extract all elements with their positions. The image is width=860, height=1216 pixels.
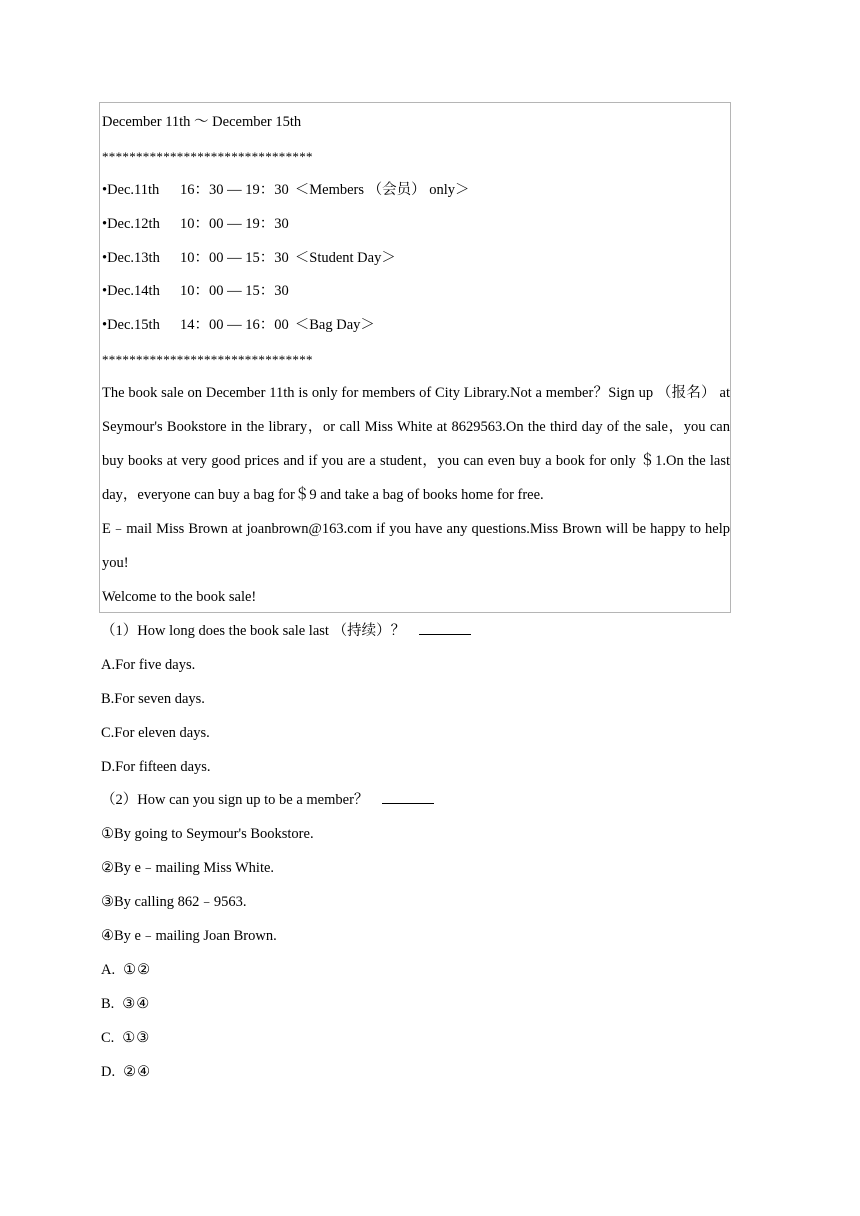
schedule-row xyxy=(102,208,730,242)
question-2-statement-1: ①By going to Seymour's Bookstore. xyxy=(101,826,314,843)
question-2-statement-4: ④By e﹣mailing Joan Brown. xyxy=(101,928,277,945)
option-letter: C. xyxy=(101,1029,115,1046)
question-2-statement-2: ②By e﹣mailing Miss White. xyxy=(101,860,275,877)
question-stem-text: （1）How long does the book sale last （持续）？ xyxy=(101,623,406,639)
schedule-date: •Dec.15th xyxy=(102,317,160,334)
option-letter: D. xyxy=(101,1063,116,1080)
schedule-note: ＜Bag Day＞ xyxy=(294,317,375,334)
schedule-date: •Dec.12th xyxy=(102,215,160,232)
answer-blank[interactable] xyxy=(382,789,434,804)
reading-passage-box xyxy=(99,102,731,613)
schedule-time: 10：00 — 19：30 xyxy=(180,215,289,232)
schedule-row xyxy=(102,309,730,343)
question-2-statement-3: ③By calling 862﹣9563. xyxy=(101,894,247,911)
schedule-date: •Dec.13th xyxy=(102,249,160,266)
question-1-option-b: B.For seven days. xyxy=(101,690,205,707)
passage-paragraph-contact: E﹣mail Miss Brown at joanbrown@163.com if you have any questions.Miss Brown will be happy to help you! xyxy=(102,520,730,571)
schedule-row xyxy=(102,174,730,208)
question-2-option-a xyxy=(101,954,741,988)
schedule-date: •Dec.11th xyxy=(102,181,160,198)
question-2-option-d xyxy=(101,1056,741,1090)
schedule-time: 14：00 — 16：00 xyxy=(180,317,289,334)
stars-divider-bottom: ******************************* xyxy=(102,352,313,368)
schedule-row xyxy=(102,242,730,276)
schedule-time: 16：30 — 19：30 xyxy=(180,181,289,198)
question-2-stem xyxy=(101,784,741,818)
option-value: ①② xyxy=(123,961,152,978)
question-stem-text: （2）How can you sign up to be a member？ xyxy=(101,792,369,809)
option-value: ②④ xyxy=(123,1063,152,1080)
stars-divider-top: ******************************* xyxy=(102,148,313,164)
schedule-row xyxy=(102,275,730,309)
question-1-option-c: C.For eleven days. xyxy=(101,724,210,741)
schedule-time: 10：00 — 15：30 xyxy=(180,249,289,266)
schedule-note: ＜Members （会员） only＞ xyxy=(294,181,470,198)
passage-paragraph-info: The book sale on December 11th is only for members of City Library.Not a member？Sign up （报名） at Seymour's Bookstore in the library，or call Miss White at 8629563.On the third day of the sale，you can buy books at very good prices and if you are a student，you can even buy a book for only ＄1.On the last day，everyone can buy a bag for＄9 and take a bag of books home for free. xyxy=(102,385,730,503)
question-1-stem xyxy=(101,615,741,649)
question-1-option-a: A.For five days. xyxy=(101,656,196,673)
schedule-time: 10：00 — 15：30 xyxy=(180,283,289,300)
date-range: December 11th ～ December 15th xyxy=(102,114,302,130)
schedule-note: ＜Student Day＞ xyxy=(294,249,396,266)
option-value: ①③ xyxy=(122,1029,151,1046)
question-2-option-b xyxy=(101,988,741,1022)
question-1-option-d: D.For fifteen days. xyxy=(101,758,211,775)
option-value: ③④ xyxy=(122,995,151,1012)
option-letter: A. xyxy=(101,961,116,978)
passage-closing: Welcome to the book sale! xyxy=(102,588,257,605)
option-letter: B. xyxy=(101,995,115,1012)
questions-section xyxy=(101,615,741,1089)
schedule-date: •Dec.14th xyxy=(102,283,160,300)
answer-blank[interactable] xyxy=(419,620,471,635)
question-2-option-c xyxy=(101,1022,741,1056)
